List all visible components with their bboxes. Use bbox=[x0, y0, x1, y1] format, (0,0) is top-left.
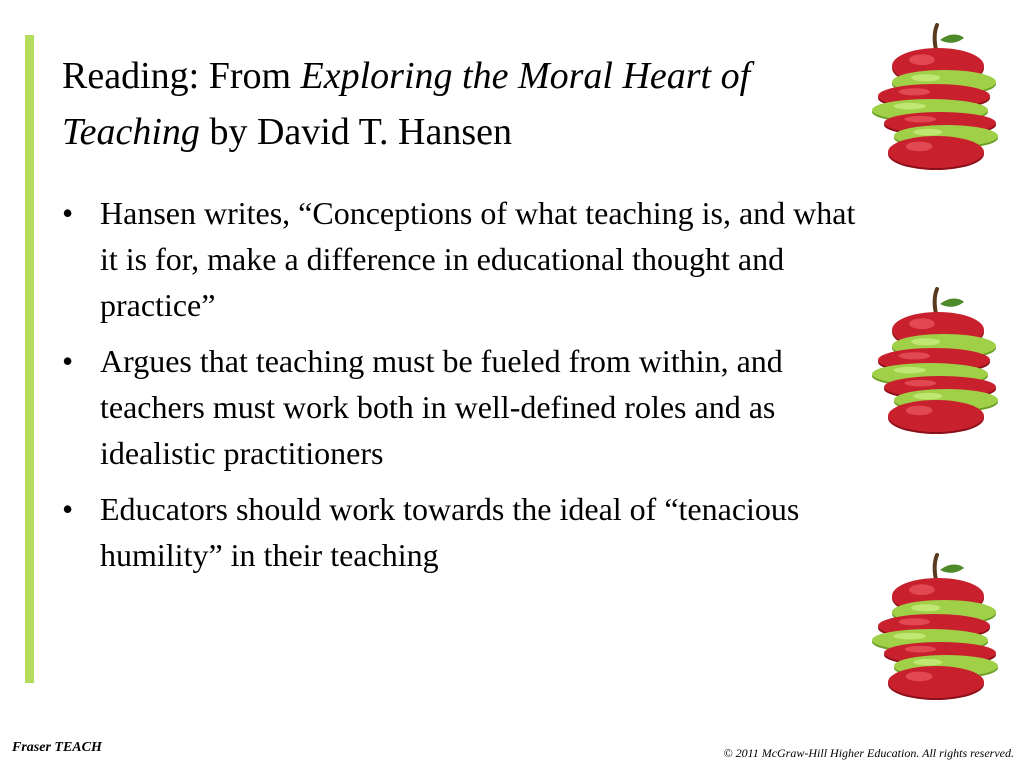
accent-bar bbox=[25, 35, 34, 683]
bullet-list bbox=[62, 190, 862, 588]
bullet-text: Argues that teaching must be fueled from within, and teachers must work both in well-defined roles and as idealistic practitioners bbox=[100, 343, 783, 471]
bullet-item bbox=[62, 486, 862, 578]
footer-brand: Fraser TEACH bbox=[12, 740, 102, 755]
bullet-item bbox=[62, 190, 862, 328]
bullet-text: Hansen writes, “Conceptions of what teaching is, and what it is for, make a difference in educational thought and practice” bbox=[100, 195, 856, 323]
bullet-item bbox=[62, 338, 862, 476]
bullet-marker: • bbox=[62, 195, 74, 231]
bullet-text: Educators should work towards the ideal of “tenacious humility” in their teaching bbox=[100, 491, 800, 573]
bullet-marker: • bbox=[62, 491, 74, 527]
title-prefix: Reading: From bbox=[62, 55, 301, 97]
title-book-name: Exploring the Moral Heart of Teaching bbox=[62, 55, 751, 153]
title-suffix: by David T. Hansen bbox=[199, 111, 512, 153]
bullet-marker: • bbox=[62, 343, 74, 379]
footer-copyright: © 2011 McGraw-Hill Higher Education. All rights reserved. bbox=[723, 746, 1014, 760]
sliced-apple-icon bbox=[868, 22, 1008, 182]
slide-title bbox=[62, 48, 862, 160]
sliced-apple-icon bbox=[868, 286, 1008, 446]
sliced-apple-icon bbox=[868, 552, 1008, 712]
